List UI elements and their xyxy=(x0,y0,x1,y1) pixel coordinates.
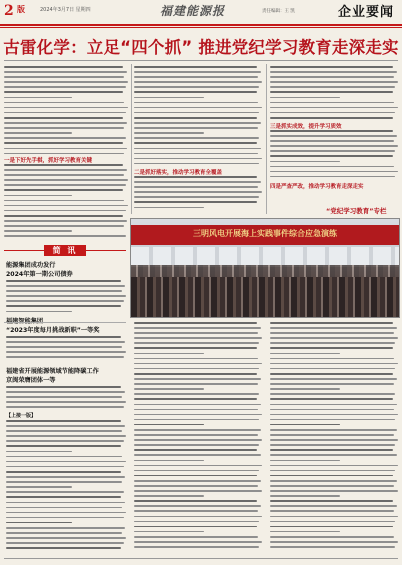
section-divider xyxy=(4,322,126,323)
text-line xyxy=(6,542,124,544)
text-line xyxy=(270,526,393,528)
text-line xyxy=(134,516,262,518)
text-line xyxy=(134,510,258,512)
text-line xyxy=(6,401,126,403)
text-line xyxy=(4,220,127,222)
text-line xyxy=(6,496,121,498)
text-line xyxy=(134,531,204,533)
text-line xyxy=(4,184,126,186)
text-line xyxy=(270,368,395,370)
main-headline: 古雷化学：立足“四个抓” 推进党纪学习教育走深走实 xyxy=(3,38,399,57)
text-line xyxy=(6,336,121,338)
text-line xyxy=(6,386,121,388)
header-rule xyxy=(0,24,402,26)
text-line xyxy=(6,356,124,358)
text-line xyxy=(270,363,398,365)
article-subhead-1: 一是下好先手棋，抓好学习教育关键 xyxy=(4,158,93,164)
text-line xyxy=(270,97,340,99)
text-line xyxy=(6,311,72,313)
text-line xyxy=(134,409,258,411)
text-line xyxy=(134,322,257,324)
text-line xyxy=(134,97,204,99)
text-line xyxy=(134,117,257,119)
text-line xyxy=(4,235,126,237)
text-line xyxy=(134,148,261,150)
text-line xyxy=(4,86,126,88)
brief-title: 京闽荣膺团体一等 xyxy=(6,377,56,384)
text-line xyxy=(270,429,397,431)
text-line xyxy=(134,419,259,421)
brief-label: 简 讯 xyxy=(44,245,86,256)
text-line xyxy=(134,500,257,502)
text-line xyxy=(6,456,122,458)
text-line xyxy=(134,71,261,73)
issue-date: 2024年3月7日 星期四 xyxy=(40,7,91,13)
text-line xyxy=(6,305,121,307)
text-line xyxy=(134,358,258,360)
body-text xyxy=(4,164,128,240)
text-line xyxy=(270,322,393,324)
text-line xyxy=(4,102,124,104)
text-line xyxy=(6,425,125,427)
text-line xyxy=(270,76,394,78)
text-line xyxy=(270,81,398,83)
body-text xyxy=(134,176,262,212)
text-line xyxy=(6,466,124,468)
text-line xyxy=(4,122,127,124)
text-line xyxy=(134,191,262,193)
text-line xyxy=(134,122,261,124)
text-line xyxy=(134,368,259,370)
column-divider xyxy=(131,64,132,214)
text-line xyxy=(134,444,259,446)
text-line xyxy=(6,517,124,519)
text-line xyxy=(6,420,121,422)
text-line xyxy=(4,174,124,176)
text-line xyxy=(4,71,127,73)
body-text xyxy=(6,420,126,552)
text-line xyxy=(6,522,72,524)
text-line xyxy=(134,439,262,441)
text-line xyxy=(270,454,397,456)
text-line xyxy=(6,341,125,343)
text-line xyxy=(4,215,123,217)
body-text xyxy=(6,336,126,361)
body-text xyxy=(4,66,128,158)
text-line xyxy=(270,495,340,497)
header-rule-thin xyxy=(0,27,402,28)
text-line xyxy=(270,424,340,426)
text-line xyxy=(134,86,259,88)
text-line xyxy=(270,505,397,507)
text-line xyxy=(270,439,398,441)
event-photo xyxy=(130,218,400,318)
article-column-1 xyxy=(4,64,128,242)
text-line xyxy=(270,490,398,492)
text-line xyxy=(6,285,125,287)
text-line xyxy=(6,486,72,488)
text-line xyxy=(270,460,340,462)
text-line xyxy=(270,449,393,451)
article-subhead-2: 二是抓好落实，推动学习教育全覆盖 xyxy=(134,170,223,176)
body-text xyxy=(270,322,398,551)
text-line xyxy=(4,112,126,114)
text-line xyxy=(270,541,398,543)
text-line xyxy=(134,378,261,380)
text-line xyxy=(270,161,340,163)
text-line xyxy=(270,510,394,512)
text-line xyxy=(270,332,394,334)
text-line xyxy=(4,66,123,68)
text-line xyxy=(270,337,398,339)
text-line xyxy=(4,225,124,227)
text-line xyxy=(6,440,124,442)
text-line xyxy=(134,383,258,385)
text-line xyxy=(6,476,125,478)
text-line xyxy=(134,460,204,462)
text-line xyxy=(6,537,126,539)
text-line xyxy=(270,176,395,178)
text-line xyxy=(134,475,257,477)
body-text xyxy=(270,66,398,122)
text-line xyxy=(134,76,258,78)
text-line xyxy=(134,536,258,538)
text-line xyxy=(4,230,72,232)
text-line xyxy=(6,280,121,282)
text-line xyxy=(4,137,126,139)
text-line xyxy=(6,351,126,353)
text-line xyxy=(270,150,395,152)
text-line xyxy=(270,475,393,477)
text-line xyxy=(270,414,398,416)
text-line xyxy=(6,290,122,292)
paper-name: 福建能源报 xyxy=(160,4,226,18)
text-line xyxy=(134,102,258,104)
text-line xyxy=(6,346,122,348)
article-column-2 xyxy=(134,64,262,214)
text-line xyxy=(134,132,204,134)
brief-title: “2023年度每月挑战新职”一等奖 xyxy=(6,327,100,334)
text-line xyxy=(270,353,340,355)
text-line xyxy=(134,373,257,375)
text-line xyxy=(270,171,398,173)
text-line xyxy=(4,107,128,109)
text-line xyxy=(134,66,257,68)
body-text xyxy=(134,322,262,551)
text-line xyxy=(134,363,262,365)
text-line xyxy=(4,127,124,129)
text-line xyxy=(134,201,257,203)
text-line xyxy=(270,373,393,375)
text-line xyxy=(134,176,257,178)
text-line xyxy=(134,521,259,523)
text-line xyxy=(134,434,258,436)
text-line xyxy=(134,414,262,416)
body-text xyxy=(6,386,126,411)
text-line xyxy=(4,91,123,93)
text-line xyxy=(6,300,124,302)
text-line xyxy=(4,179,128,181)
text-line xyxy=(4,210,126,212)
text-line xyxy=(270,66,393,68)
text-line xyxy=(134,81,262,83)
text-line xyxy=(270,444,395,446)
text-line xyxy=(6,507,122,509)
text-line xyxy=(4,81,128,83)
section-name: 企业要闻 xyxy=(337,5,394,20)
text-line xyxy=(4,200,124,202)
text-line xyxy=(270,166,394,168)
article-subhead-3: 三是抓实成效，提升学习质效 xyxy=(270,124,342,130)
text-line xyxy=(270,383,394,385)
text-line xyxy=(134,342,259,344)
continued-label: 【上接一版】 xyxy=(6,413,37,419)
text-line xyxy=(134,398,257,400)
text-line xyxy=(6,491,124,493)
text-line xyxy=(270,404,397,406)
text-line xyxy=(270,531,340,533)
headline-rule xyxy=(4,60,398,61)
text-line xyxy=(134,347,257,349)
body-text xyxy=(134,66,262,168)
page-label: 版 xyxy=(17,5,25,14)
text-line xyxy=(134,327,261,329)
text-line xyxy=(270,465,398,467)
text-line xyxy=(270,393,395,395)
text-line xyxy=(270,86,395,88)
article-column-3 xyxy=(270,64,398,214)
text-line xyxy=(270,358,394,360)
text-line xyxy=(270,388,340,390)
text-line xyxy=(6,502,125,504)
text-line xyxy=(134,546,259,548)
text-line xyxy=(134,449,257,451)
text-line xyxy=(134,404,261,406)
text-line xyxy=(134,490,262,492)
text-line xyxy=(134,112,259,114)
text-line xyxy=(4,169,127,171)
text-line xyxy=(134,429,261,431)
text-line xyxy=(134,470,259,472)
page-bottom-rule xyxy=(4,558,398,559)
photo-stage xyxy=(131,247,399,267)
text-line xyxy=(6,295,126,297)
text-line xyxy=(270,398,393,400)
brief-title: 福建省开展能源领域节能降碳工作 xyxy=(6,368,99,375)
text-line xyxy=(270,112,395,114)
text-line xyxy=(134,207,204,209)
text-line xyxy=(6,532,122,534)
photo-audience xyxy=(131,277,399,317)
column-tag: “党纪学习教育”专栏 xyxy=(326,207,387,215)
text-line xyxy=(270,327,397,329)
text-line xyxy=(134,153,258,155)
column-divider xyxy=(266,64,267,214)
text-line xyxy=(270,140,394,142)
text-line xyxy=(270,434,394,436)
text-line xyxy=(270,480,397,482)
text-line xyxy=(4,132,72,134)
text-line xyxy=(134,388,204,390)
text-line xyxy=(134,485,258,487)
text-line xyxy=(270,470,395,472)
text-line xyxy=(134,196,259,198)
text-line xyxy=(270,516,398,518)
text-line xyxy=(6,512,126,514)
text-line xyxy=(4,195,72,197)
brief-title xyxy=(6,316,43,325)
text-line xyxy=(134,454,261,456)
text-line xyxy=(270,155,393,157)
text-line xyxy=(270,500,393,502)
text-line xyxy=(134,526,257,528)
text-line xyxy=(270,107,398,109)
text-line xyxy=(134,480,261,482)
text-line xyxy=(270,485,394,487)
text-line xyxy=(270,536,394,538)
text-line xyxy=(134,186,258,188)
text-line xyxy=(270,521,395,523)
text-line xyxy=(4,153,124,155)
text-line xyxy=(270,342,395,344)
text-line xyxy=(270,347,393,349)
text-line xyxy=(270,378,397,380)
text-line xyxy=(134,181,261,183)
text-line xyxy=(134,393,259,395)
text-line xyxy=(134,424,204,426)
text-line xyxy=(134,541,262,543)
text-line xyxy=(4,76,124,78)
text-line xyxy=(134,353,204,355)
text-line xyxy=(134,137,259,139)
text-line xyxy=(134,91,257,93)
text-line xyxy=(6,406,124,408)
text-line xyxy=(6,396,122,398)
text-line xyxy=(6,451,72,453)
page-number: 2 xyxy=(4,3,14,19)
brief-title: 能源集团成功发行 xyxy=(6,262,56,269)
text-line xyxy=(134,142,257,144)
text-line xyxy=(134,158,262,160)
text-line xyxy=(134,505,261,507)
text-line xyxy=(4,164,123,166)
text-line xyxy=(270,409,394,411)
text-line xyxy=(4,97,72,99)
text-line xyxy=(6,547,121,549)
text-line xyxy=(6,445,121,447)
text-line xyxy=(270,130,393,132)
text-line xyxy=(270,135,397,137)
text-line xyxy=(270,117,393,119)
text-line xyxy=(134,163,259,165)
text-line xyxy=(6,481,122,483)
body-text xyxy=(6,280,126,316)
text-line xyxy=(6,471,121,473)
text-line xyxy=(6,435,126,437)
text-line xyxy=(4,189,123,191)
article-subhead-4: 四是严查严改，推动学习教育走深走实 xyxy=(270,184,364,190)
text-line xyxy=(134,332,258,334)
text-line xyxy=(6,527,125,529)
text-line xyxy=(134,127,258,129)
brief-title: 2024年第一期公司债券 xyxy=(6,271,73,278)
text-line xyxy=(134,107,262,109)
editor-line: 责任编辑：王 凯 xyxy=(262,9,295,14)
body-text xyxy=(270,130,398,181)
brief-section-tag xyxy=(4,245,126,256)
text-line xyxy=(270,145,398,147)
text-line xyxy=(270,419,395,421)
text-line xyxy=(4,117,123,119)
text-line xyxy=(270,546,395,548)
text-line xyxy=(270,102,394,104)
text-line xyxy=(134,337,262,339)
text-line xyxy=(4,148,127,150)
text-line xyxy=(270,91,393,93)
text-line xyxy=(6,430,122,432)
text-line xyxy=(134,495,204,497)
text-line xyxy=(270,71,397,73)
text-line xyxy=(6,461,126,463)
text-line xyxy=(4,205,128,207)
photo-banner-text: 三明风电开展海上实践事件综合应急演练 xyxy=(193,229,337,238)
text-line xyxy=(6,391,125,393)
text-line xyxy=(134,465,262,467)
text-line xyxy=(4,142,123,144)
